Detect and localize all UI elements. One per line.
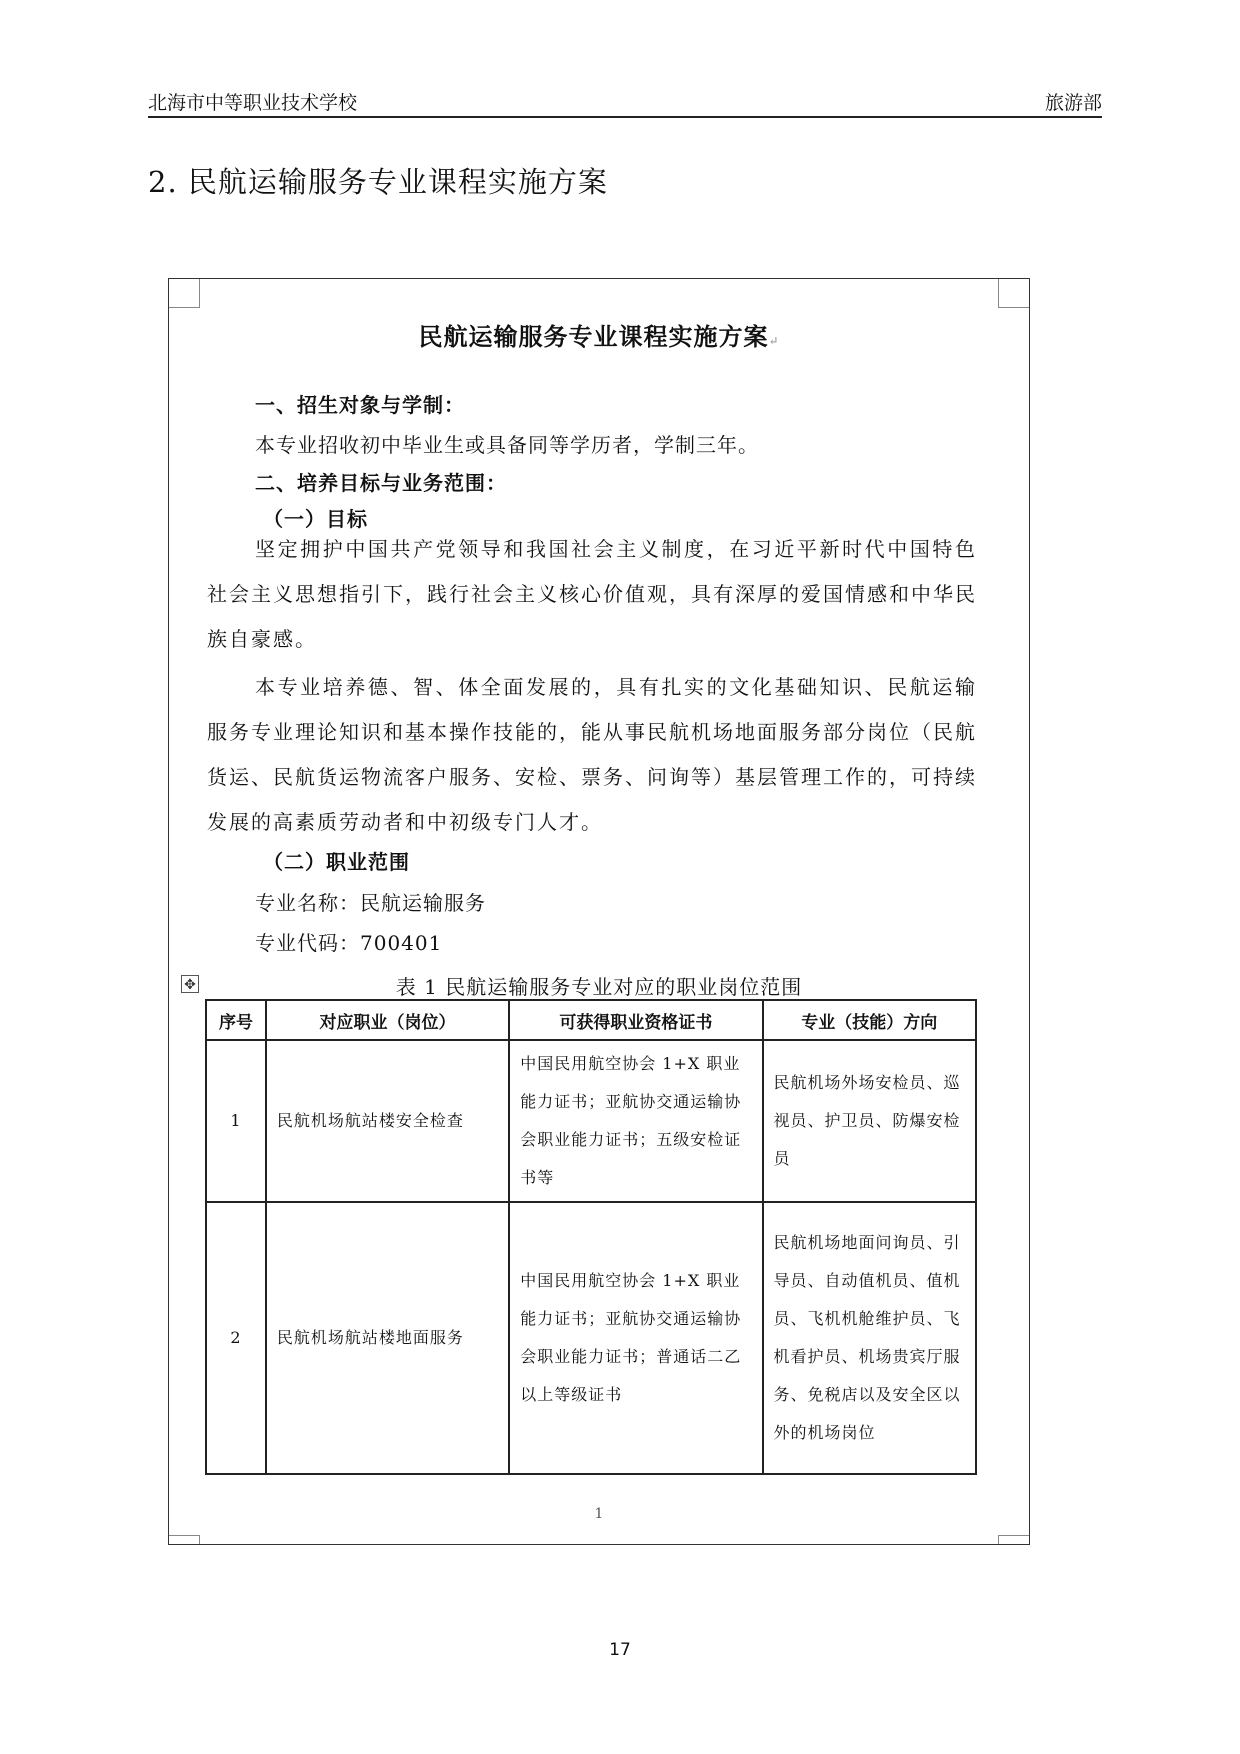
subheading-goals: （一）目标 [263,507,368,531]
table-cell-job: 民航机场航站楼安全检查 [266,1040,509,1202]
table-cell-job: 民航机场航站楼地面服务 [266,1202,509,1474]
table-cell-direction: 民航机场外场安检员、巡视员、护卫员、防爆安检员 [763,1040,976,1202]
table-header-cell: 可获得职业资格证书 [509,1000,762,1040]
document-title-text: 民航运输服务专业课程实施方案 [418,322,769,351]
heading-enrollment: 一、招生对象与学制： [255,393,465,417]
table-cell-number: 1 [206,1040,266,1202]
major-name: 专业名称：民航运输服务 [255,891,486,915]
heading-training-goals: 二、培养目标与业务范围： [255,471,507,495]
table-header-cell: 对应职业（岗位） [266,1000,509,1040]
table-header-cell: 专业（技能）方向 [763,1000,976,1040]
paragraph-mark-icon: ↵ [768,334,780,348]
enrollment-text: 本专业招收初中毕业生或具备同等学历者，学制三年。 [255,433,759,457]
major-code: 专业代码：700401 [255,931,443,955]
inner-page-number: 1 [594,1506,604,1522]
career-table [205,999,977,1475]
table-move-handle-icon[interactable]: ✥ [181,975,199,993]
table-row [206,1202,976,1474]
table-cell-certificate: 中国民用航空协会 1+X 职业能力证书；亚航协交通运输协会职业能力证书；五级安检证书等 [509,1040,762,1202]
page-header [148,88,1102,118]
paragraph-ideology: 坚定拥护中国共产党领导和我国社会主义制度，在习近平新时代中国特色社会主义思想指引下，践行社会主义核心价值观，具有深厚的爱国情感和中华民族自豪感。 [207,537,977,651]
corner-mark-top-left [169,279,200,308]
table-cell-certificate: 中国民用航空协会 1+X 职业能力证书；亚航协交通运输协会职业能力证书；普通话二乙以上等级证书 [509,1202,762,1474]
table-caption: 表 1 民航运输服务专业对应的职业岗位范围 [395,975,803,999]
table-header-cell: 序号 [206,1000,266,1040]
section-title: 2. 民航运输服务专业课程实施方案 [148,165,608,199]
header-school-name: 北海市中等职业技术学校 [148,92,358,114]
subheading-career-scope: （二）职业范围 [263,850,410,874]
header-department: 旅游部 [1044,92,1102,114]
table-header-row [206,1000,976,1040]
table-row [206,1040,976,1202]
embedded-document-page [168,278,1030,1545]
page-number: 17 [609,1640,631,1660]
table-cell-number: 2 [206,1202,266,1474]
corner-mark-bottom-right [998,1535,1029,1544]
document-title [169,317,1029,352]
corner-mark-top-right [998,279,1029,308]
corner-mark-bottom-left [169,1535,200,1544]
table-cell-direction: 民航机场地面问询员、引导员、自动值机员、值机员、飞机机舱维护员、飞机看护员、机场贵宾厅服务、免税店以及安全区以外的机场岗位 [763,1202,976,1474]
paragraph-training: 本专业培养德、智、体全面发展的，具有扎实的文化基础知识、民航运输服务专业理论知识和基本操作技能的，能从事民航机场地面服务部分岗位（民航货运、民航货运物流客户服务、安检、票务、问询等）基层管理工作的，可持续发展的高素质劳动者和中初级专门人才。 [207,675,977,834]
